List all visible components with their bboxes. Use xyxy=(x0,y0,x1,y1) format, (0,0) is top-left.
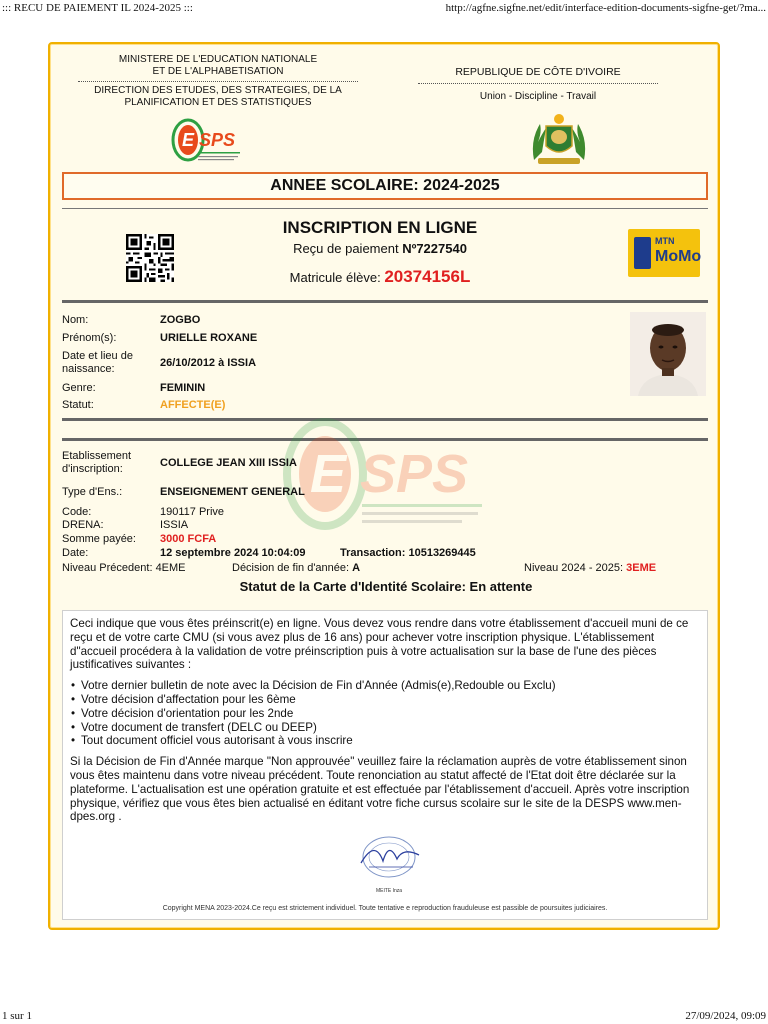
etab-value: COLLEGE JEAN XIII ISSIA xyxy=(160,457,297,469)
svg-text:SPS: SPS xyxy=(199,130,236,150)
matricule-label: Matricule élève: xyxy=(289,270,385,285)
transaction-label: Transaction: xyxy=(340,547,409,559)
drena-value: ISSIA xyxy=(160,519,189,531)
coat-of-arms-icon xyxy=(526,110,592,168)
type-value: ENSEIGNEMENT GENERAL xyxy=(160,486,305,498)
notice-paragraph-1: Ceci indique que vous êtes préinscrit(e) en ligne. Vous devez vous rendre dans votre établissement d'accueil muni de ce reçu et de votre carte CMU (si vous avez plus de 16 ans) pour achever votre inscription physique. L'établissement d"accueil procédera à la validation de votre préinscription puis à votre actualisation sur la base de l'une des pièces justificatives suivantes : xyxy=(70,617,689,672)
ministry-header xyxy=(68,54,368,109)
nom-label: Nom: xyxy=(62,314,89,326)
statut-label: Statut: xyxy=(62,399,94,411)
svg-text:E: E xyxy=(182,130,195,150)
page-title: ::: RECU DE PAIEMENT IL 2024-2025 ::: xyxy=(2,2,193,14)
notice-paragraph-2: Si la Décision de Fin d'Année marque "Non approuvée" veuillez faire la réclamation auprès de votre établissement sinon vous êtes maintenu dans votre niveau précédent. Toute renonciation au statut affecté de l'Etat doit être déclarée sur la plateforme. L'actualisation est une opération gratuite et est effectuée par l'établissement d'accueil. Après votre inscription physique, vérifiez que vous êtes bien actualisé en éditant votre fiche cursus scolaire sur le site de la DESPS www.men-dpes.org . xyxy=(70,755,690,824)
republic-dotted-rule xyxy=(418,83,658,84)
niveau-precedent-line xyxy=(62,562,186,574)
etab-label-1: Etablissement xyxy=(62,450,132,462)
type-label: Type d'Ens.: xyxy=(62,486,123,498)
print-header xyxy=(0,0,768,18)
justificatifs-list xyxy=(70,679,700,748)
svg-text:SPS: SPS xyxy=(360,444,469,504)
code-label: Code: xyxy=(62,506,92,518)
nom-value: ZOGBO xyxy=(160,314,201,326)
decision-value: A xyxy=(352,562,361,574)
date-label: Date: xyxy=(62,547,89,559)
code-value: 190117 Prive xyxy=(160,506,225,518)
print-footer xyxy=(0,1008,768,1024)
matricule-line xyxy=(210,262,550,293)
ministry-line-1: MINISTERE DE L'EDUCATION NATIONALE xyxy=(118,54,318,65)
list-item: • Votre document de transfert (DELC ou DEEP) xyxy=(70,721,700,735)
page-counter: 1 sur 1 xyxy=(2,1010,32,1022)
list-item: • Votre décision d'affectation pour les 6ème xyxy=(70,693,700,707)
print-datetime: 27/09/2024, 09:09 xyxy=(685,1010,766,1022)
student-photo xyxy=(630,312,706,396)
receipt-label: Reçu de paiement xyxy=(293,241,403,256)
list-item: • Votre dernier bulletin de note avec la Décision de Fin d'Année (Admis(e),Redouble ou Exclu) xyxy=(70,679,700,693)
list-item: • Tout document officiel vous autorisant à vous inscrire xyxy=(70,734,700,748)
school-year-banner: ANNEE SCOLAIRE: 2024-2025 xyxy=(62,172,708,200)
inscription-title: INSCRIPTION EN LIGNE xyxy=(282,218,478,237)
desps-logo-icon xyxy=(168,114,248,170)
notice-box xyxy=(62,610,708,920)
momo-brand-top: MTN xyxy=(655,236,675,246)
transaction-value: 10513269445 xyxy=(408,547,476,559)
somme-label: Somme payée: xyxy=(62,533,136,545)
divider xyxy=(62,208,708,209)
somme-value: 3000 FCFA xyxy=(160,533,217,545)
ministry-line-2: ET DE L'ALPHABETISATION xyxy=(152,66,284,77)
niveau-precedent-label: Niveau Précedent: xyxy=(62,562,156,574)
receipt-number: Nº7227540 xyxy=(402,241,467,256)
signature-stamp-icon xyxy=(349,827,429,887)
niveau-precedent-value: 4EME xyxy=(155,562,186,574)
prenoms-label: Prénom(s): xyxy=(62,332,117,344)
divider xyxy=(62,300,708,303)
desps-watermark-icon xyxy=(270,414,500,534)
naissance-value: 26/10/2012 à ISSIA xyxy=(160,357,257,369)
list-item: • Votre décision d'orientation pour les 2nde xyxy=(70,707,700,721)
directorate-line-2: PLANIFICATION ET DES STATISTIQUES xyxy=(124,97,312,108)
momo-card-icon xyxy=(634,237,651,269)
qr-code-icon xyxy=(126,234,174,282)
directorate-line-1: DIRECTION DES ETUDES, DES STRATEGIES, DE LA xyxy=(94,85,342,96)
receipt-number-line xyxy=(210,238,550,260)
transaction-line xyxy=(340,547,476,559)
mtn-momo-logo xyxy=(628,229,700,277)
etab-label-2: d'inscription: xyxy=(62,463,123,475)
naissance-label-2: naissance: xyxy=(62,363,115,375)
statut-value: AFFECTE(E) xyxy=(160,399,226,411)
country-name: REPUBLIQUE DE CÔTE D'IVOIRE xyxy=(455,66,621,78)
drena-label: DRENA: xyxy=(62,519,104,531)
copyright-notice: Copyright MENA 2023-2024.Ce reçu est strictement individuel. Toute tentative e reproduction frauduleuse est passible de poursuites judiciaires. xyxy=(162,905,608,912)
republic-header xyxy=(418,66,658,103)
carte-identite-statut: Statut de la Carte d'Identité Scolaire: En attente xyxy=(239,579,533,594)
genre-label: Genre: xyxy=(62,382,96,394)
matricule-value: 20374156L xyxy=(384,267,471,286)
ministry-dotted-rule xyxy=(78,81,358,82)
national-motto: Union - Discipline - Travail xyxy=(479,91,597,102)
receipt-card xyxy=(48,42,720,930)
niveau-actuel-value: 3EME xyxy=(626,562,657,574)
prenoms-value: URIELLE ROXANE xyxy=(160,332,258,344)
naissance-label-1: Date et lieu de xyxy=(62,350,133,362)
inscription-block xyxy=(210,218,550,293)
decision-line xyxy=(232,562,360,574)
svg-text:E: E xyxy=(310,444,347,504)
niveau-actuel-line xyxy=(524,562,656,574)
decision-label: Décision de fin d'année: xyxy=(232,562,353,574)
genre-value: FEMININ xyxy=(160,382,206,394)
date-value: 12 septembre 2024 10:04:09 xyxy=(160,547,306,559)
niveau-actuel-label: Niveau 2024 - 2025: xyxy=(524,562,627,574)
page-url[interactable]: http://agfne.sigfne.net/edit/interface-edition-documents-sigfne-get/?ma... xyxy=(445,2,766,14)
signatory-name: MEITE Inza xyxy=(375,888,403,894)
momo-brand-bottom: MoMo xyxy=(655,248,702,265)
